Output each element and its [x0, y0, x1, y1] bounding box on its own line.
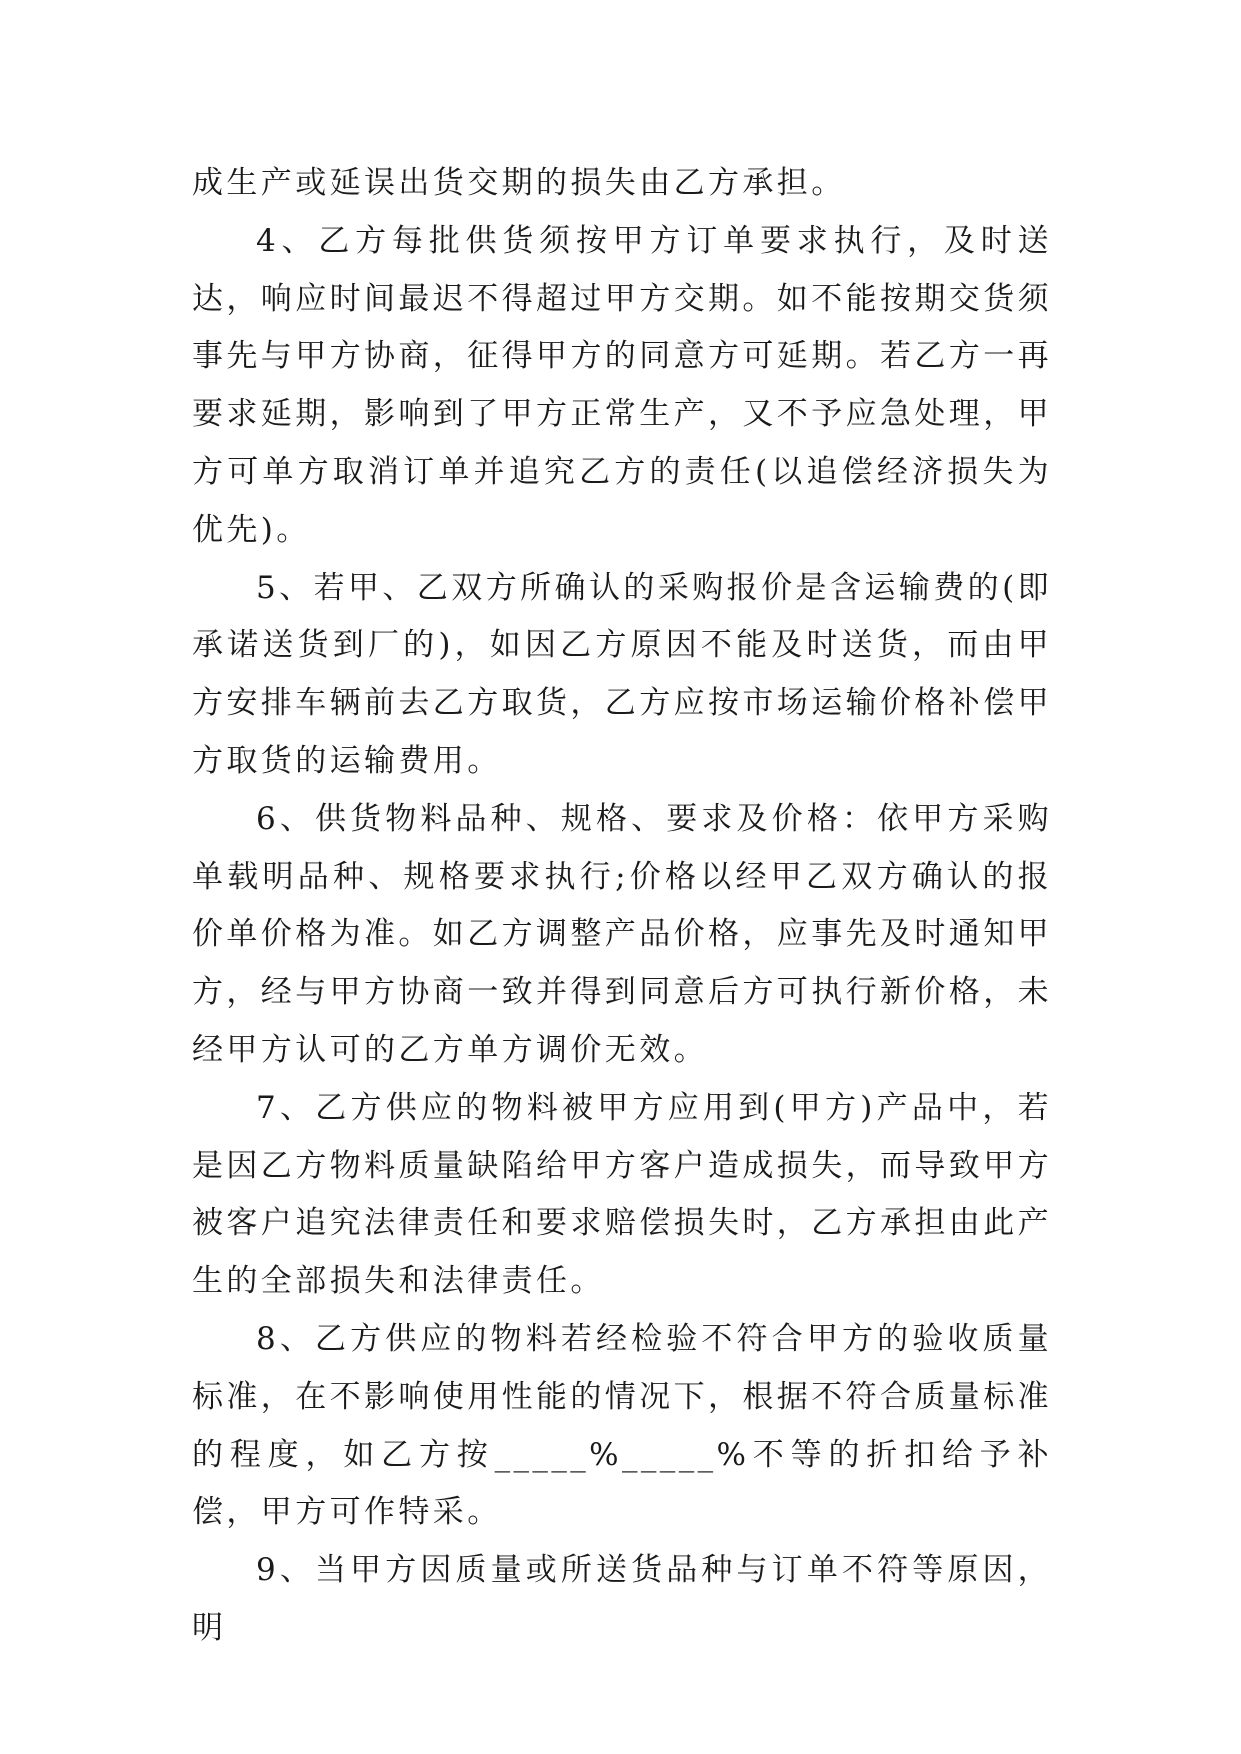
clause-5-paragraph: 5、若甲、乙双方所确认的采购报价是含运输费的(即承诺送货到厂的)，如因乙方原因不能及时送货，而由甲方安排车辆前去乙方取货，乙方应按市场运输价格补偿甲方取货的运输费用。: [192, 569, 1052, 779]
clause-8-paragraph: 8、乙方供应的物料若经检验不符合甲方的验收质量标准，在不影响使用性能的情况下，根据不符合质量标准的程度，如乙方按_____%_____%不等的折扣给予补偿，甲方可作特采。: [192, 1320, 1052, 1531]
clause-7-paragraph: 7、乙方供应的物料被甲方应用到(甲方)产品中，若是因乙方物料质量缺陷给甲方客户造成损失，而导致甲方被客户追究法律责任和要求赔偿损失时，乙方承担由此产生的全部损失和法律责任。: [192, 1089, 1052, 1300]
document-body: [192, 155, 1052, 1658]
clause-6-paragraph: 6、供货物料品种、规格、要求及价格：依甲方采购单载明品种、规格要求执行;价格以经甲乙双方确认的报价单价格为准。如乙方调整产品价格，应事先及时通知甲方，经与甲方协商一致并得到同意后方可执行新价格，未经甲方认可的乙方单方调价无效。: [192, 800, 1052, 1068]
paragraph-continuation: 成生产或延误出货交期的损失由乙方承担。: [192, 165, 846, 201]
clause-4-paragraph: 4、乙方每批供货须按甲方订单要求执行，及时送达，响应时间最迟不得超过甲方交期。如不能按期交货须事先与甲方协商，征得甲方的同意方可延期。若乙方一再要求延期，影响到了甲方正常生产，又不予应急处理，甲方可单方取消订单并追究乙方的责任(以追偿经济损失为优先)。: [192, 222, 1052, 548]
clause-9-paragraph: 9、当甲方因质量或所送货品种与订单不符等原因，明: [192, 1552, 1052, 1646]
